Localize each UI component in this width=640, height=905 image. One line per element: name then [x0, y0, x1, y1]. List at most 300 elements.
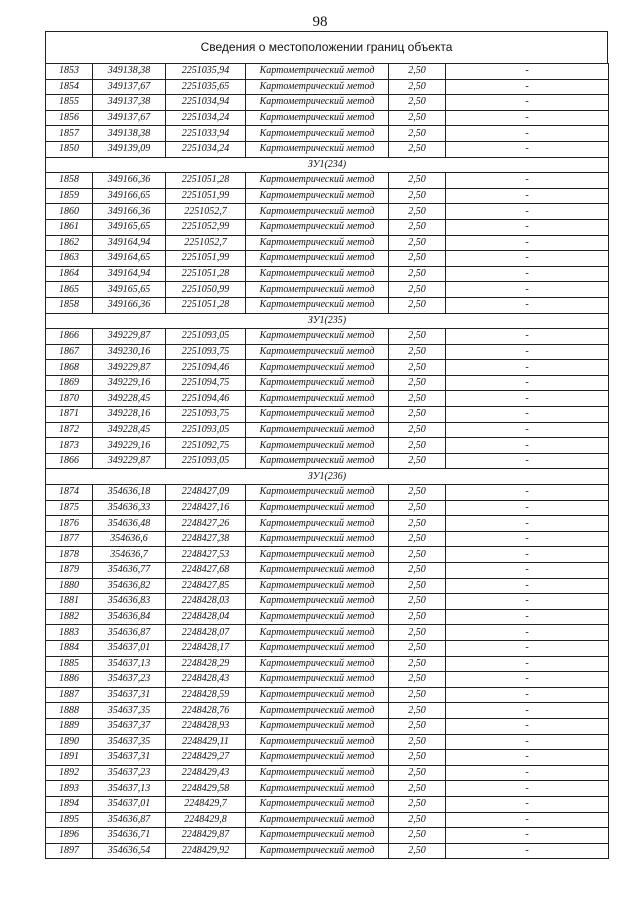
table-row	[46, 781, 609, 797]
table-row	[46, 656, 609, 672]
description-cell: -	[446, 422, 609, 438]
coord-x-cell: 349230,16	[93, 344, 166, 360]
table-row	[46, 173, 609, 189]
coord-y-cell: 2251093,05	[166, 453, 246, 469]
point-number-cell: 1886	[46, 672, 93, 688]
description-cell: -	[446, 781, 609, 797]
coord-y-cell: 2248428,04	[166, 609, 246, 625]
accuracy-cell: 2,50	[389, 812, 446, 828]
point-number-cell: 1866	[46, 329, 93, 345]
accuracy-cell: 2,50	[389, 485, 446, 501]
coord-x-cell: 354637,31	[93, 750, 166, 766]
point-number-cell: 1889	[46, 718, 93, 734]
accuracy-cell: 2,50	[389, 266, 446, 282]
point-number-cell: 1881	[46, 594, 93, 610]
coord-y-cell: 2248427,68	[166, 563, 246, 579]
accuracy-cell: 2,50	[389, 407, 446, 423]
description-cell: -	[446, 235, 609, 251]
section-label: ЗУ1(234)	[46, 157, 609, 173]
description-cell: -	[446, 79, 609, 95]
accuracy-cell: 2,50	[389, 828, 446, 844]
method-cell: Картометрический метод	[246, 375, 389, 391]
method-cell: Картометрический метод	[246, 796, 389, 812]
coord-x-cell: 354636,7	[93, 547, 166, 563]
section-header-row	[46, 469, 609, 485]
accuracy-cell: 2,50	[389, 141, 446, 157]
description-cell: -	[446, 734, 609, 750]
coord-y-cell: 2248429,43	[166, 765, 246, 781]
description-cell: -	[446, 95, 609, 111]
method-cell: Картометрический метод	[246, 110, 389, 126]
table-row	[46, 828, 609, 844]
coord-x-cell: 354637,35	[93, 703, 166, 719]
table-row	[46, 251, 609, 267]
accuracy-cell: 2,50	[389, 173, 446, 189]
coord-y-cell: 2251093,05	[166, 329, 246, 345]
coord-y-cell: 2248428,03	[166, 594, 246, 610]
table-row	[46, 266, 609, 282]
accuracy-cell: 2,50	[389, 734, 446, 750]
table-row	[46, 485, 609, 501]
coord-x-cell: 349166,65	[93, 188, 166, 204]
accuracy-cell: 2,50	[389, 360, 446, 376]
table-row	[46, 235, 609, 251]
table-row	[46, 687, 609, 703]
coord-x-cell: 354636,82	[93, 578, 166, 594]
point-number-cell: 1880	[46, 578, 93, 594]
description-cell: -	[446, 110, 609, 126]
method-cell: Картометрический метод	[246, 188, 389, 204]
point-number-cell: 1885	[46, 656, 93, 672]
coord-y-cell: 2251092,75	[166, 438, 246, 454]
coord-y-cell: 2248429,92	[166, 843, 246, 859]
method-cell: Картометрический метод	[246, 703, 389, 719]
point-number-cell: 1874	[46, 485, 93, 501]
point-number-cell: 1891	[46, 750, 93, 766]
method-cell: Картометрический метод	[246, 64, 389, 80]
coord-x-cell: 349228,45	[93, 422, 166, 438]
description-cell: -	[446, 718, 609, 734]
method-cell: Картометрический метод	[246, 141, 389, 157]
table-row	[46, 500, 609, 516]
coord-x-cell: 354636,77	[93, 563, 166, 579]
description-cell: -	[446, 188, 609, 204]
description-cell: -	[446, 282, 609, 298]
point-number-cell: 1850	[46, 141, 93, 157]
table-row	[46, 640, 609, 656]
point-number-cell: 1888	[46, 703, 93, 719]
description-cell: -	[446, 812, 609, 828]
point-number-cell: 1868	[46, 360, 93, 376]
description-cell: -	[446, 843, 609, 859]
accuracy-cell: 2,50	[389, 438, 446, 454]
coord-y-cell: 2251051,28	[166, 173, 246, 189]
coord-x-cell: 354636,6	[93, 531, 166, 547]
point-number-cell: 1897	[46, 843, 93, 859]
description-cell: -	[446, 640, 609, 656]
coord-x-cell: 354636,87	[93, 625, 166, 641]
coordinates-table	[45, 63, 609, 859]
method-cell: Картометрический метод	[246, 329, 389, 345]
table-row	[46, 750, 609, 766]
coord-x-cell: 349228,16	[93, 407, 166, 423]
table-row	[46, 672, 609, 688]
accuracy-cell: 2,50	[389, 703, 446, 719]
table-row	[46, 812, 609, 828]
table-row	[46, 204, 609, 220]
table-row	[46, 516, 609, 532]
table-row	[46, 843, 609, 859]
method-cell: Картометрический метод	[246, 79, 389, 95]
section-header-row	[46, 313, 609, 329]
coord-x-cell: 354636,54	[93, 843, 166, 859]
coord-x-cell: 349165,65	[93, 219, 166, 235]
point-number-cell: 1890	[46, 734, 93, 750]
coord-x-cell: 349137,67	[93, 110, 166, 126]
accuracy-cell: 2,50	[389, 718, 446, 734]
description-cell: -	[446, 672, 609, 688]
point-number-cell: 1861	[46, 219, 93, 235]
section-label: ЗУ1(235)	[46, 313, 609, 329]
method-cell: Картометрический метод	[246, 282, 389, 298]
description-cell: -	[446, 391, 609, 407]
method-cell: Картометрический метод	[246, 219, 389, 235]
point-number-cell: 1873	[46, 438, 93, 454]
accuracy-cell: 2,50	[389, 235, 446, 251]
method-cell: Картометрический метод	[246, 594, 389, 610]
method-cell: Картометрический метод	[246, 672, 389, 688]
description-cell: -	[446, 625, 609, 641]
table-row	[46, 547, 609, 563]
method-cell: Картометрический метод	[246, 204, 389, 220]
method-cell: Картометрический метод	[246, 734, 389, 750]
table-row	[46, 329, 609, 345]
point-number-cell: 1877	[46, 531, 93, 547]
method-cell: Картометрический метод	[246, 531, 389, 547]
description-cell: -	[446, 407, 609, 423]
coord-y-cell: 2251094,46	[166, 391, 246, 407]
accuracy-cell: 2,50	[389, 188, 446, 204]
accuracy-cell: 2,50	[389, 344, 446, 360]
coord-y-cell: 2251051,28	[166, 266, 246, 282]
coord-y-cell: 2251051,28	[166, 297, 246, 313]
coord-x-cell: 349139,09	[93, 141, 166, 157]
table-row	[46, 531, 609, 547]
point-number-cell: 1859	[46, 188, 93, 204]
coord-y-cell: 2251051,99	[166, 251, 246, 267]
description-cell: -	[446, 173, 609, 189]
table-row	[46, 438, 609, 454]
coord-y-cell: 2248428,07	[166, 625, 246, 641]
point-number-cell: 1867	[46, 344, 93, 360]
page-number: 98	[312, 14, 328, 30]
description-cell: -	[446, 516, 609, 532]
description-cell: -	[446, 656, 609, 672]
method-cell: Картометрический метод	[246, 173, 389, 189]
coord-x-cell: 349137,67	[93, 79, 166, 95]
point-number-cell: 1853	[46, 64, 93, 80]
coord-x-cell: 354637,13	[93, 656, 166, 672]
coord-x-cell: 349228,45	[93, 391, 166, 407]
description-cell: -	[446, 438, 609, 454]
point-number-cell: 1893	[46, 781, 93, 797]
coord-x-cell: 354637,01	[93, 640, 166, 656]
accuracy-cell: 2,50	[389, 531, 446, 547]
accuracy-cell: 2,50	[389, 578, 446, 594]
accuracy-cell: 2,50	[389, 516, 446, 532]
coord-y-cell: 2251033,94	[166, 126, 246, 142]
point-number-cell: 1879	[46, 563, 93, 579]
coord-y-cell: 2251050,99	[166, 282, 246, 298]
section-header-row	[46, 157, 609, 173]
description-cell: -	[446, 251, 609, 267]
coord-x-cell: 349164,65	[93, 251, 166, 267]
table-row	[46, 796, 609, 812]
accuracy-cell: 2,50	[389, 547, 446, 563]
point-number-cell: 1858	[46, 297, 93, 313]
coord-y-cell: 2248427,53	[166, 547, 246, 563]
coord-y-cell: 2248428,43	[166, 672, 246, 688]
method-cell: Картометрический метод	[246, 687, 389, 703]
accuracy-cell: 2,50	[389, 843, 446, 859]
point-number-cell: 1870	[46, 391, 93, 407]
accuracy-cell: 2,50	[389, 282, 446, 298]
coord-x-cell: 349166,36	[93, 204, 166, 220]
point-number-cell: 1855	[46, 95, 93, 111]
description-cell: -	[446, 703, 609, 719]
description-cell: -	[446, 204, 609, 220]
coord-y-cell: 2251034,24	[166, 141, 246, 157]
coord-x-cell: 349229,16	[93, 438, 166, 454]
accuracy-cell: 2,50	[389, 251, 446, 267]
description-cell: -	[446, 329, 609, 345]
accuracy-cell: 2,50	[389, 204, 446, 220]
coord-y-cell: 2248427,26	[166, 516, 246, 532]
point-number-cell: 1884	[46, 640, 93, 656]
coord-y-cell: 2248427,38	[166, 531, 246, 547]
method-cell: Картометрический метод	[246, 750, 389, 766]
description-cell: -	[446, 687, 609, 703]
description-cell: -	[446, 297, 609, 313]
accuracy-cell: 2,50	[389, 126, 446, 142]
table-row	[46, 375, 609, 391]
accuracy-cell: 2,50	[389, 79, 446, 95]
table-row	[46, 578, 609, 594]
accuracy-cell: 2,50	[389, 110, 446, 126]
accuracy-cell: 2,50	[389, 687, 446, 703]
description-cell: -	[446, 750, 609, 766]
description-cell: -	[446, 64, 609, 80]
coord-x-cell: 349229,16	[93, 375, 166, 391]
point-number-cell: 1866	[46, 453, 93, 469]
description-cell: -	[446, 266, 609, 282]
coord-y-cell: 2248429,8	[166, 812, 246, 828]
point-number-cell: 1871	[46, 407, 93, 423]
accuracy-cell: 2,50	[389, 329, 446, 345]
description-cell: -	[446, 765, 609, 781]
accuracy-cell: 2,50	[389, 375, 446, 391]
accuracy-cell: 2,50	[389, 765, 446, 781]
description-cell: -	[446, 500, 609, 516]
coord-x-cell: 354636,87	[93, 812, 166, 828]
method-cell: Картометрический метод	[246, 609, 389, 625]
coord-x-cell: 349164,94	[93, 235, 166, 251]
method-cell: Картометрический метод	[246, 438, 389, 454]
table-row	[46, 734, 609, 750]
coord-x-cell: 354637,13	[93, 781, 166, 797]
point-number-cell: 1895	[46, 812, 93, 828]
coord-x-cell: 354636,71	[93, 828, 166, 844]
point-number-cell: 1865	[46, 282, 93, 298]
coordinates-table-body	[46, 64, 609, 859]
coord-x-cell: 349229,87	[93, 329, 166, 345]
table-row	[46, 765, 609, 781]
table-row	[46, 594, 609, 610]
table-row	[46, 422, 609, 438]
description-cell: -	[446, 531, 609, 547]
accuracy-cell: 2,50	[389, 422, 446, 438]
method-cell: Картометрический метод	[246, 781, 389, 797]
coord-x-cell: 349166,36	[93, 173, 166, 189]
method-cell: Картометрический метод	[246, 297, 389, 313]
coord-x-cell: 349138,38	[93, 126, 166, 142]
coord-x-cell: 354637,37	[93, 718, 166, 734]
description-cell: -	[446, 828, 609, 844]
accuracy-cell: 2,50	[389, 500, 446, 516]
coordinates-sheet	[45, 31, 608, 859]
accuracy-cell: 2,50	[389, 563, 446, 579]
coord-y-cell: 2251034,24	[166, 110, 246, 126]
method-cell: Картометрический метод	[246, 625, 389, 641]
method-cell: Картометрический метод	[246, 235, 389, 251]
coord-y-cell: 2251052,7	[166, 204, 246, 220]
description-cell: -	[446, 219, 609, 235]
accuracy-cell: 2,50	[389, 391, 446, 407]
point-number-cell: 1863	[46, 251, 93, 267]
description-cell: -	[446, 375, 609, 391]
point-number-cell: 1876	[46, 516, 93, 532]
method-cell: Картометрический метод	[246, 407, 389, 423]
coord-y-cell: 2251052,7	[166, 235, 246, 251]
coord-y-cell: 2248428,59	[166, 687, 246, 703]
table-row	[46, 188, 609, 204]
table-row	[46, 126, 609, 142]
accuracy-cell: 2,50	[389, 796, 446, 812]
table-row	[46, 344, 609, 360]
method-cell: Картометрический метод	[246, 516, 389, 532]
accuracy-cell: 2,50	[389, 297, 446, 313]
table-title: Сведения о местоположении границ объекта	[45, 31, 608, 63]
description-cell: -	[446, 141, 609, 157]
coord-y-cell: 2248429,27	[166, 750, 246, 766]
coord-y-cell: 2248428,17	[166, 640, 246, 656]
table-row	[46, 282, 609, 298]
method-cell: Картометрический метод	[246, 485, 389, 501]
coord-x-cell: 354637,23	[93, 765, 166, 781]
description-cell: -	[446, 344, 609, 360]
coord-y-cell: 2251051,99	[166, 188, 246, 204]
method-cell: Картометрический метод	[246, 828, 389, 844]
method-cell: Картометрический метод	[246, 95, 389, 111]
method-cell: Картометрический метод	[246, 578, 389, 594]
accuracy-cell: 2,50	[389, 750, 446, 766]
point-number-cell: 1860	[46, 204, 93, 220]
method-cell: Картометрический метод	[246, 126, 389, 142]
method-cell: Картометрический метод	[246, 344, 389, 360]
point-number-cell: 1896	[46, 828, 93, 844]
coord-x-cell: 349138,38	[93, 64, 166, 80]
method-cell: Картометрический метод	[246, 640, 389, 656]
coord-x-cell: 354637,31	[93, 687, 166, 703]
coord-y-cell: 2251093,75	[166, 344, 246, 360]
description-cell: -	[446, 578, 609, 594]
coord-y-cell: 2251052,99	[166, 219, 246, 235]
coord-x-cell: 354636,33	[93, 500, 166, 516]
point-number-cell: 1887	[46, 687, 93, 703]
accuracy-cell: 2,50	[389, 781, 446, 797]
point-number-cell: 1858	[46, 173, 93, 189]
table-row	[46, 563, 609, 579]
table-row	[46, 110, 609, 126]
coord-y-cell: 2248428,93	[166, 718, 246, 734]
accuracy-cell: 2,50	[389, 95, 446, 111]
table-row	[46, 625, 609, 641]
table-row	[46, 609, 609, 625]
point-number-cell: 1872	[46, 422, 93, 438]
method-cell: Картометрический метод	[246, 391, 389, 407]
description-cell: -	[446, 547, 609, 563]
coord-y-cell: 2251035,65	[166, 79, 246, 95]
description-cell: -	[446, 563, 609, 579]
method-cell: Картометрический метод	[246, 547, 389, 563]
method-cell: Картометрический метод	[246, 251, 389, 267]
coord-y-cell: 2248429,58	[166, 781, 246, 797]
coord-x-cell: 349165,65	[93, 282, 166, 298]
method-cell: Картометрический метод	[246, 812, 389, 828]
coord-y-cell: 2251093,75	[166, 407, 246, 423]
accuracy-cell: 2,50	[389, 625, 446, 641]
table-row	[46, 79, 609, 95]
point-number-cell: 1854	[46, 79, 93, 95]
point-number-cell: 1857	[46, 126, 93, 142]
table-row	[46, 64, 609, 80]
description-cell: -	[446, 609, 609, 625]
point-number-cell: 1869	[46, 375, 93, 391]
method-cell: Картометрический метод	[246, 500, 389, 516]
table-row	[46, 95, 609, 111]
coord-x-cell: 354636,83	[93, 594, 166, 610]
accuracy-cell: 2,50	[389, 219, 446, 235]
point-number-cell: 1878	[46, 547, 93, 563]
accuracy-cell: 2,50	[389, 453, 446, 469]
table-row	[46, 718, 609, 734]
description-cell: -	[446, 594, 609, 610]
table-row	[46, 703, 609, 719]
point-number-cell: 1864	[46, 266, 93, 282]
coord-y-cell: 2251094,46	[166, 360, 246, 376]
accuracy-cell: 2,50	[389, 594, 446, 610]
coord-y-cell: 2251034,94	[166, 95, 246, 111]
coord-y-cell: 2248429,87	[166, 828, 246, 844]
coord-x-cell: 349229,87	[93, 360, 166, 376]
table-row	[46, 360, 609, 376]
point-number-cell: 1862	[46, 235, 93, 251]
point-number-cell: 1892	[46, 765, 93, 781]
coord-y-cell: 2248428,29	[166, 656, 246, 672]
section-label: ЗУ1(236)	[46, 469, 609, 485]
coord-x-cell: 354637,23	[93, 672, 166, 688]
description-cell: -	[446, 796, 609, 812]
